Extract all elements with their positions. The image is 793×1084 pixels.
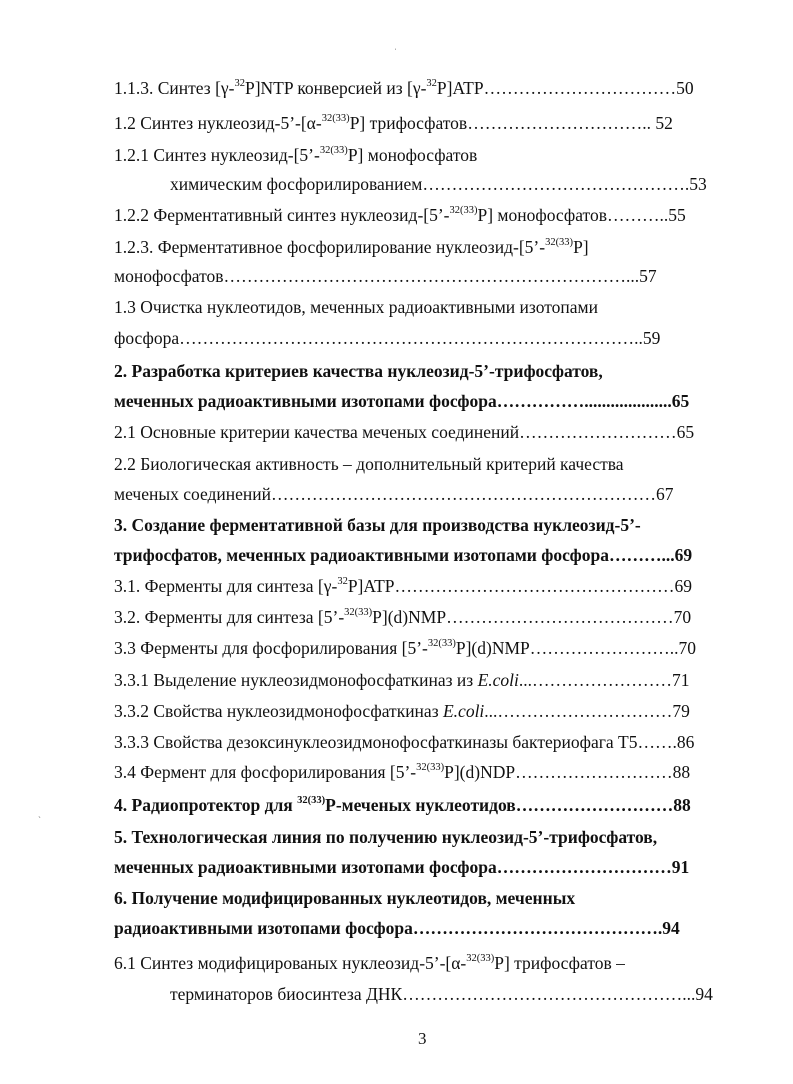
- toc-text: ...……………………71: [518, 670, 690, 690]
- organism-name: E.coli: [477, 670, 519, 690]
- toc-text: фосфора……………………………………………………………………..59: [114, 328, 661, 348]
- toc-entry-1-2-1: [114, 143, 477, 167]
- toc-entry-2-1: [114, 420, 694, 444]
- isotope-superscript: 32(33): [466, 953, 495, 965]
- toc-text: P](d)NMP…………………………………70: [372, 607, 692, 627]
- toc-text: P](d)NDP………………………88: [444, 762, 691, 782]
- toc-entry-6-1: [114, 951, 625, 975]
- isotope-superscript: 32(33): [321, 113, 350, 125]
- toc-entry-3-3-3: [114, 730, 694, 754]
- toc-entry-1-2-3-cont: [114, 264, 657, 288]
- toc-entry-3-cont: [114, 543, 692, 567]
- toc-text: P] трифосфатов………………………….. 52: [349, 113, 673, 133]
- toc-text: 2.1 Основные критерии качества меченых соединений………………………65: [114, 422, 695, 442]
- isotope-superscript: 32: [426, 78, 437, 90]
- toc-text: 3. Создание ферментативной базы для производства нуклеозид-5’-: [114, 515, 641, 535]
- toc-text: 1.2.2 Ферментативный синтез нуклеозид-[5’-: [114, 205, 450, 225]
- toc-entry-1-2-1-cont: [170, 172, 707, 196]
- toc-text: трифосфатов, меченных радиоактивными изотопами фосфора………...69: [114, 545, 693, 565]
- toc-entry-3-4: [114, 760, 690, 784]
- toc-text: P] монофосфатов: [347, 145, 478, 165]
- toc-text: 2.2 Биологическая активность – дополнительный критерий качества: [114, 454, 624, 474]
- toc-text: 1.2 Синтез нуклеозид-5’-[α-: [114, 113, 322, 133]
- toc-entry-5: [114, 825, 657, 849]
- toc-entry-1-1-3: [114, 76, 694, 100]
- isotope-superscript: 32(33): [319, 145, 348, 157]
- toc-text: P]ATP…………………………………………69: [347, 576, 693, 596]
- toc-entry-1-2-3: [114, 235, 589, 259]
- toc-text: меченных радиоактивными изотопами фосфора……………....................65: [114, 391, 690, 411]
- toc-entry-4: [114, 793, 691, 817]
- isotope-superscript: 32(33): [449, 205, 478, 217]
- toc-text: P]ATP……………………………50: [436, 78, 694, 98]
- toc-text: меченых соединений…………………………………………………………67: [114, 484, 674, 504]
- isotope-superscript: 32(33): [427, 638, 456, 650]
- toc-text: ...…………………………79: [484, 701, 690, 721]
- toc-text: 4. Радиопротектор для: [114, 795, 298, 815]
- toc-text: 3.3.2 Свойства нуклеозидмонофосфаткиназ: [114, 701, 443, 721]
- toc-text: монофосфатов……………………………………………………………...57: [114, 266, 657, 286]
- isotope-superscript: 32(33): [416, 762, 445, 774]
- toc-text: 6.1 Синтез модифицированых нуклеозид-5’-[α-: [114, 953, 467, 973]
- toc-text: P]: [573, 237, 589, 257]
- toc-entry-3: [114, 513, 641, 537]
- toc-text: 3.4 Фермент для фосфорилирования [5’-: [114, 762, 417, 782]
- toc-text: P-меченых нуклеотидов………………………88: [325, 795, 691, 815]
- toc-text: радиоактивными изотопами фосфора…………………………………….94: [114, 918, 680, 938]
- toc-entry-2-2: [114, 452, 624, 476]
- toc-text: 3.3 Ферменты для фосфорилирования [5’-: [114, 638, 428, 658]
- toc-text: 3.3.3 Свойства дезоксинуклеозидмонофосфаткиназы бактериофага Т5…….86: [114, 732, 695, 752]
- toc-text: 3.1. Ферменты для синтеза [γ-: [114, 576, 338, 596]
- toc-text: P] трифосфатов –: [494, 953, 625, 973]
- toc-text: 1.1.3. Синтез [γ-: [114, 78, 235, 98]
- toc-text: 6. Получение модифицированных нуклеотидов, меченных: [114, 888, 576, 908]
- toc-text: 3.3.1 Выделение нуклеозидмонофосфаткиназ из: [114, 670, 478, 690]
- toc-text: P] монофосфатов………..55: [477, 205, 686, 225]
- toc-text: P]NTP конверсией из [γ-: [244, 78, 427, 98]
- organism-name: E.coli: [442, 701, 485, 721]
- toc-text: 5. Технологическая линия по получению нуклеозид-5’-трифосфатов,: [114, 827, 658, 847]
- toc-entry-3-3-1: [114, 668, 690, 692]
- page-number: 3: [418, 1029, 427, 1048]
- toc-entry-1-3-cont: [114, 326, 660, 350]
- toc-text: терминаторов биосинтеза ДНК…………………………………………...94: [170, 984, 713, 1004]
- toc-text: 2. Разработка критериев качества нуклеозид-5’-трифосфатов,: [114, 361, 603, 381]
- toc-text: P](d)NMP……………………..70: [455, 638, 697, 658]
- toc-entry-3-3-2: [114, 699, 690, 723]
- toc-entry-3-1: [114, 574, 692, 598]
- toc-text: 1.2.1 Синтез нуклеозид-[5’-: [114, 145, 320, 165]
- toc-entry-6: [114, 886, 575, 910]
- toc-entry-2: [114, 359, 603, 383]
- toc-text: химическим фосфорилированием……………………………………….53: [170, 174, 707, 194]
- toc-entry-6-1-cont: [170, 982, 713, 1006]
- toc-entry-1-3: [114, 295, 598, 319]
- toc-entry-6-cont: [114, 916, 680, 940]
- toc-entry-2-cont: [114, 389, 689, 413]
- isotope-superscript: 32: [234, 78, 245, 90]
- toc-entry-3-3: [114, 636, 696, 660]
- toc-text: 3.2. Ферменты для синтеза [5’-: [114, 607, 345, 627]
- toc-entry-2-2-cont: [114, 482, 674, 506]
- isotope-superscript: 32: [337, 576, 348, 588]
- toc-text: 1.3 Очистка нуклеотидов, меченных радиоактивными изотопами: [114, 297, 598, 317]
- isotope-superscript: 32(33): [545, 237, 574, 249]
- isotope-superscript: 32(33): [344, 607, 373, 619]
- toc-entry-1-2-2: [114, 203, 686, 227]
- toc-entry-3-2: [114, 605, 691, 629]
- toc-text: меченных радиоактивными изотопами фосфора…………………………91: [114, 857, 690, 877]
- toc-entry-1-2: [114, 111, 673, 135]
- scan-speck: ˌ: [394, 40, 397, 50]
- toc-text: 1.2.3. Ферментативное фосфорилирование нуклеозид-[5’-: [114, 237, 546, 257]
- toc-entry-5-cont: [114, 855, 689, 879]
- scan-speck: ˏ: [38, 808, 41, 818]
- isotope-superscript: 32(33): [297, 795, 326, 807]
